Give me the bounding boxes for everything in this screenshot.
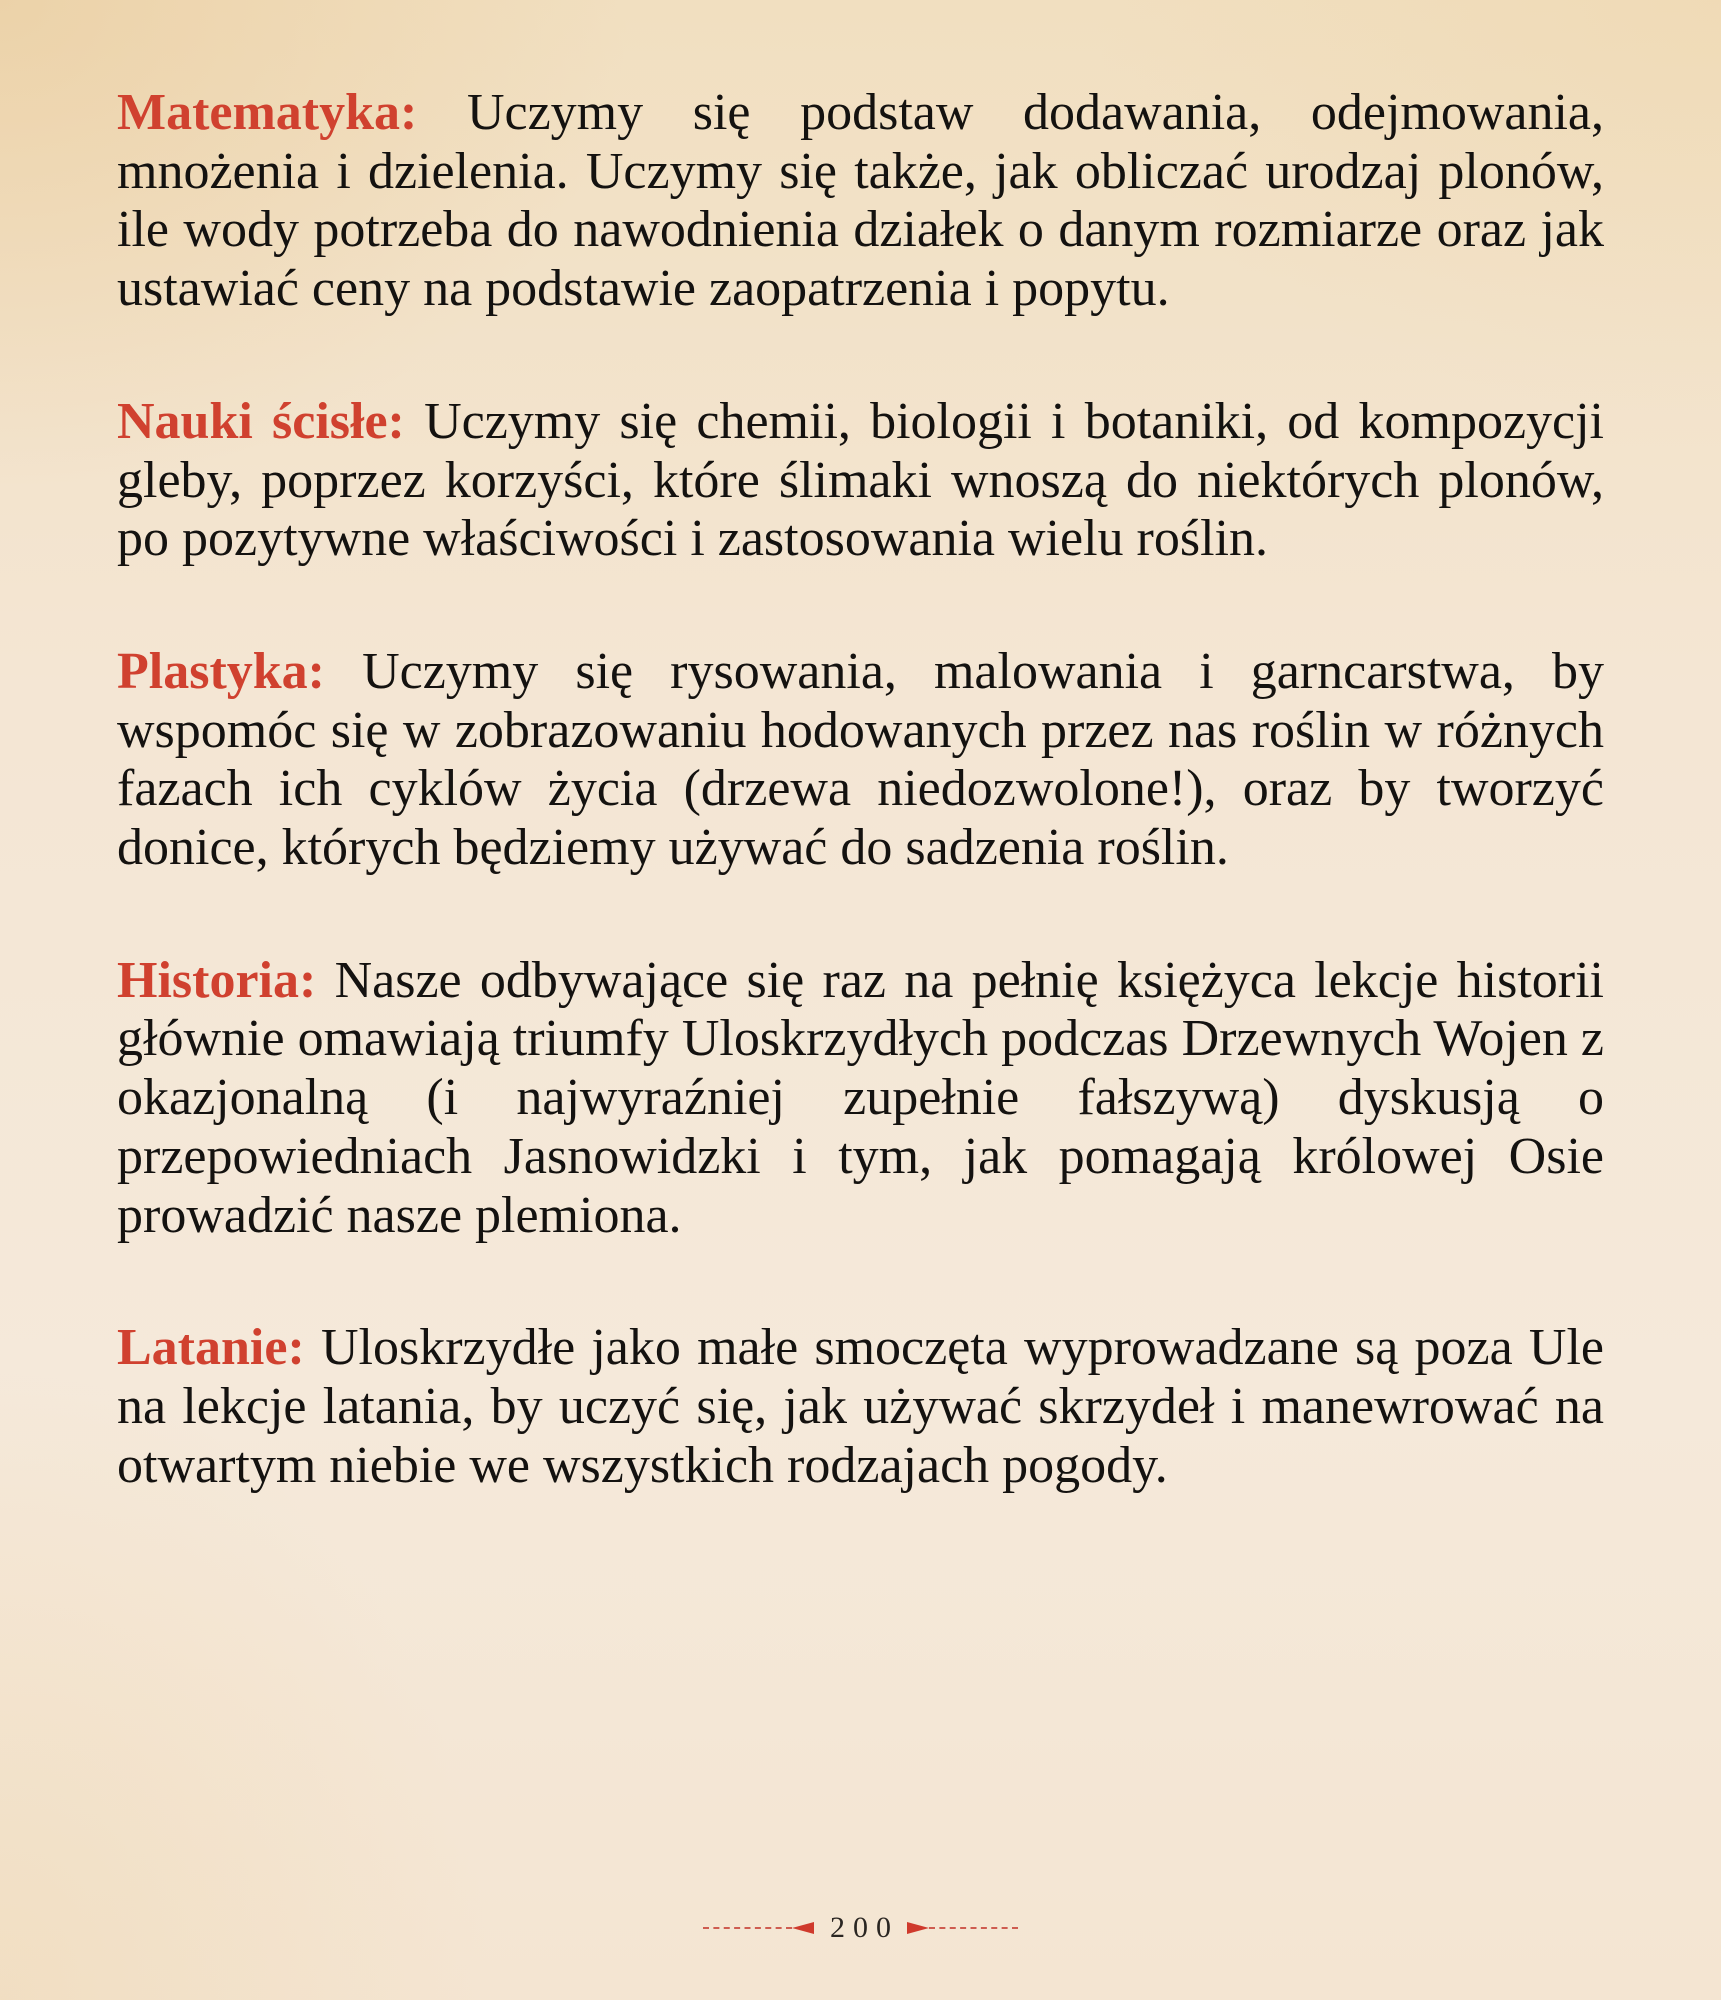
page-number: 200 xyxy=(830,1911,899,1944)
arrow-left-ornament-icon xyxy=(792,1922,814,1934)
entry-text: Uloskrzydłe jako małe smoczęta wyprowadzane są poza Ule na lekcje latania, by uczyć się, jak używać skrzydeł i manewrować na otwartym niebie we wszystkich rodzajach pogody. xyxy=(117,1319,1604,1494)
entry-text: Uczymy się chemii, biologii i botaniki, od kompozycji gleby, poprzez korzyści, które ślimaki wnoszą do niektórych plonów, po pozytywne właściwości i zastosowania wielu roślin. xyxy=(117,392,1605,568)
page-body xyxy=(117,84,1604,1569)
entry-heading: Nauki ścisłe: xyxy=(117,392,405,450)
entry-text: Uczymy się rysowania, malowania i garncarstwa, by wspomóc się w zobrazowaniu hodowanych przez nas roślin w różnych fazach ich cyklów życia (drzewa niedozwolone!), oraz by tworzyć donice, których będziemy używać do sadzenia roślin. xyxy=(117,642,1604,877)
dashed-rule-right xyxy=(929,1927,1018,1929)
entry-history xyxy=(117,952,1604,1246)
entry-sciences xyxy=(117,393,1604,569)
entry-text: Nasze odbywające się raz na pełnię księżyca lekcje historii głównie omawiają triumfy Uloskrzydłych podczas Drzewnych Wojen z okazjonalną (i najwyraźniej zupełnie fałszywą) dyskusją o przepowiedniach Jasnowidzki i tym, jak pomagają królowej Osie prowadzić nasze plemiona. xyxy=(117,951,1604,1244)
arrow-right-ornament-icon xyxy=(907,1922,929,1934)
entry-heading: Plastyka: xyxy=(117,642,325,700)
entry-text: Uczymy się podstaw dodawania, odejmowania, mnożenia i dzielenia. Uczymy się także, jak obliczać urodzaj plonów, ile wody potrzeba do nawodnienia działek o danym rozmiarze oraz jak ustawiać ceny na podstawie zaopatrzenia i popytu. xyxy=(117,84,1604,318)
dashed-rule-left xyxy=(703,1927,792,1929)
entry-heading: Historia: xyxy=(117,951,317,1009)
entry-heading: Latanie: xyxy=(117,1319,305,1377)
entry-heading: Matematyka: xyxy=(117,84,418,141)
entry-mathematics xyxy=(117,84,1604,319)
page-footer xyxy=(703,1910,1018,1946)
entry-flying xyxy=(117,1319,1604,1495)
entry-art xyxy=(117,643,1604,878)
